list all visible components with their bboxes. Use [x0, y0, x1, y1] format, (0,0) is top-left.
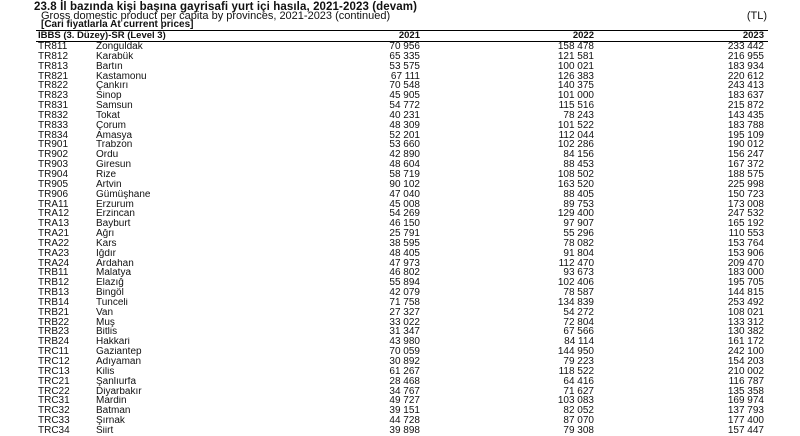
province-name-cell: Kastamonu [96, 71, 147, 82]
value-2022-cell: 93 673 [563, 267, 594, 279]
value-2023-cell: 116 787 [728, 375, 764, 387]
province-name-cell: Siirt [96, 425, 114, 436]
value-2023-cell: 143 435 [727, 109, 764, 121]
region-code-cell: TRA12 [38, 208, 70, 220]
value-2021-cell: 42 890 [389, 149, 420, 161]
value-2022-cell: 140 375 [557, 80, 594, 92]
value-2021-cell: 52 201 [389, 129, 420, 141]
province-name-cell: Zonguldak [96, 42, 143, 52]
region-code-cell: TR905 [38, 178, 69, 190]
value-2022-cell: 54 272 [563, 306, 594, 318]
region-code-cell: TRB11 [38, 267, 69, 279]
value-2021-cell: 38 595 [389, 237, 420, 249]
value-2022-cell: 84 114 [564, 336, 594, 348]
value-2023-cell: 133 312 [727, 316, 764, 328]
value-2021-cell: 53 575 [389, 60, 420, 72]
value-2023-cell: 130 382 [727, 326, 764, 338]
province-name-cell: Çorum [96, 120, 127, 131]
province-name-cell: Giresun [96, 160, 132, 170]
region-code-cell: TRC33 [38, 415, 70, 427]
value-2021-cell: 30 892 [389, 356, 420, 367]
region-code-cell: TRB21 [38, 306, 70, 318]
region-code-cell: TRC31 [38, 395, 70, 407]
page-title: 23.8 İl bazında kişi başına gayrisafi yurt içi hasıla, 2021-2023 (devam) [34, 1, 418, 13]
value-2021-cell: 47 973 [389, 257, 420, 269]
value-2022-cell: 100 021 [557, 60, 594, 72]
province-name-cell: Gaziantep [96, 347, 142, 357]
region-code-cell: TR834 [38, 129, 69, 141]
region-code-cell: TR904 [38, 168, 69, 180]
value-2021-cell: 48 309 [389, 119, 420, 131]
value-2022-cell: 118 522 [558, 365, 594, 377]
value-2021-cell: 54 269 [389, 208, 420, 220]
prices-note: [Cari fiyatlarla At current prices] [41, 19, 194, 30]
province-name-cell: Muş [96, 317, 115, 328]
province-name-cell: Bingöl [96, 288, 124, 298]
column-header-2023: 2023 [742, 30, 764, 41]
value-2023-cell: 220 612 [727, 70, 764, 82]
value-2021-cell: 25 791 [389, 228, 420, 240]
province-name-cell: Tunceli [96, 297, 128, 308]
value-2022-cell: 71 627 [563, 385, 594, 397]
region-code-cell: TR821 [38, 70, 69, 82]
region-code-cell: TR832 [38, 109, 69, 121]
value-2023-cell: 110 553 [728, 228, 764, 240]
value-2022-cell: 84 156 [563, 149, 594, 161]
value-2022-cell: 88 405 [563, 188, 594, 200]
province-name-cell: Karabük [96, 51, 134, 62]
value-2021-cell: 45 008 [389, 198, 420, 210]
value-2023-cell: 216 955 [727, 50, 764, 62]
value-2021-cell: 40 231 [389, 109, 420, 121]
region-code-cell: TR813 [38, 60, 69, 72]
value-2021-cell: 55 894 [389, 277, 420, 289]
region-code-cell: TRA24 [38, 257, 70, 269]
province-name-cell: Batman [96, 406, 131, 417]
value-2023-cell: 157 447 [727, 424, 764, 436]
value-2022-cell: 112 470 [558, 257, 594, 269]
region-code-cell: TR833 [38, 119, 69, 131]
value-2021-cell: 48 604 [389, 159, 420, 171]
value-2021-cell: 33 022 [389, 316, 420, 328]
province-name-cell: Artvin [96, 179, 122, 190]
value-2023-cell: 108 021 [727, 306, 764, 318]
value-2023-cell: 225 998 [727, 178, 764, 190]
value-2023-cell: 144 815 [727, 287, 764, 299]
value-2021-cell: 49 727 [389, 395, 420, 407]
value-2021-cell: 39 898 [389, 424, 420, 436]
region-code-cell: TRA13 [38, 218, 70, 230]
province-name-cell: Gümüşhane [96, 189, 151, 200]
value-2022-cell: 101 522 [557, 119, 594, 131]
value-2021-cell: 47 040 [389, 188, 420, 200]
province-name-cell: Trabzon [96, 140, 133, 151]
value-2021-cell: 48 405 [389, 247, 420, 259]
region-code-cell: TR902 [38, 149, 69, 161]
value-2021-cell: 65 335 [389, 50, 420, 62]
value-2022-cell: 87 070 [563, 415, 594, 427]
value-2022-cell: 78 082 [563, 237, 594, 249]
province-name-cell: Bitlis [96, 327, 118, 338]
value-2023-cell: 135 358 [727, 385, 764, 397]
region-code-cell: TRB14 [38, 296, 70, 308]
region-code-cell: TRB22 [38, 316, 70, 328]
region-code-cell: TRA23 [38, 247, 70, 259]
region-code-cell: TRC12 [38, 356, 70, 367]
value-2023-cell: 195 705 [727, 277, 764, 289]
province-name-cell: Amasya [96, 130, 133, 141]
value-2023-cell: 253 492 [727, 296, 764, 308]
value-2023-cell: 169 974 [727, 395, 764, 407]
region-code-cell: TRC34 [38, 424, 70, 436]
value-2022-cell: 134 839 [557, 296, 594, 308]
province-name-cell: Bayburt [96, 219, 131, 230]
province-name-cell: Şırnak [96, 416, 125, 426]
province-name-cell: Ağrı [96, 229, 115, 239]
province-name-cell: Elazığ [96, 278, 124, 289]
value-2022-cell: 79 223 [563, 356, 594, 367]
value-2022-cell: 112 044 [558, 129, 594, 141]
value-2022-cell: 163 520 [557, 178, 594, 190]
value-2022-cell: 108 502 [557, 168, 594, 180]
region-code-cell: TRB24 [38, 336, 70, 348]
value-2022-cell: 97 907 [563, 218, 594, 230]
province-name-cell: Şanlıurfa [96, 376, 137, 387]
value-2021-cell: 71 758 [389, 296, 420, 308]
value-2023-cell: 247 532 [727, 208, 764, 220]
value-2021-cell: 67 111 [390, 70, 420, 82]
value-2021-cell: 46 802 [389, 267, 420, 279]
table-row [36, 426, 768, 436]
unit-label: (TL) [746, 10, 767, 22]
region-code-cell: TRA22 [38, 237, 70, 249]
value-2023-cell: 183 788 [727, 119, 764, 131]
value-2022-cell: 82 052 [563, 405, 594, 417]
column-header-2021: 2021 [398, 30, 420, 41]
region-code-cell: TRC11 [38, 346, 69, 358]
gdp-table [36, 30, 768, 436]
value-2023-cell: 242 100 [727, 346, 764, 358]
province-name-cell: Malatya [96, 268, 132, 279]
value-2022-cell: 78 587 [563, 287, 594, 299]
value-2021-cell: 31 347 [389, 326, 420, 338]
value-2023-cell: 153 906 [727, 247, 764, 259]
value-2022-cell: 79 308 [563, 424, 594, 436]
value-2021-cell: 46 150 [389, 218, 420, 230]
value-2022-cell: 121 581 [557, 50, 594, 62]
value-2023-cell: 233 442 [727, 41, 764, 52]
province-name-cell: Erzurum [96, 199, 134, 210]
value-2023-cell: 161 172 [727, 336, 764, 348]
region-code-cell: TR811 [38, 41, 68, 52]
value-2021-cell: 53 660 [389, 139, 420, 151]
value-2021-cell: 70 059 [389, 346, 420, 358]
value-2021-cell: 54 772 [389, 100, 420, 112]
province-name-cell: Iğdır [96, 248, 117, 259]
value-2023-cell: 210 002 [727, 365, 764, 377]
province-name-cell: Çankırı [96, 81, 129, 92]
region-code-cell: TRA11 [38, 198, 69, 210]
value-2023-cell: 183 934 [727, 60, 764, 72]
province-name-cell: Adıyaman [96, 357, 142, 367]
value-2022-cell: 126 383 [557, 70, 594, 82]
value-2023-cell: 215 872 [727, 100, 764, 112]
value-2022-cell: 102 286 [557, 139, 594, 151]
region-code-cell: TRA21 [38, 228, 70, 240]
table-row [36, 416, 768, 426]
value-2021-cell: 61 267 [389, 365, 420, 377]
value-2022-cell: 67 566 [563, 326, 594, 338]
value-2021-cell: 70 956 [389, 41, 420, 52]
region-code-cell: TRC22 [38, 385, 70, 397]
province-name-cell: Mardin [96, 396, 127, 407]
value-2021-cell: 28 468 [389, 375, 420, 387]
value-2021-cell: 42 079 [389, 287, 420, 299]
value-2023-cell: 177 400 [727, 415, 764, 427]
province-name-cell: Bartın [96, 61, 123, 72]
region-code-cell: TRC13 [38, 365, 70, 377]
province-name-cell: Kilis [96, 366, 115, 377]
value-2022-cell: 88 453 [563, 159, 594, 171]
province-name-cell: Kars [96, 238, 117, 249]
value-2023-cell: 156 247 [727, 149, 764, 161]
value-2021-cell: 39 151 [389, 405, 420, 417]
province-name-cell: Sinop [96, 91, 122, 102]
value-2023-cell: 137 793 [727, 405, 764, 417]
region-code-cell: TRC32 [38, 405, 70, 417]
province-name-cell: Ordu [96, 150, 119, 161]
table-body [36, 42, 768, 436]
value-2023-cell: 243 413 [727, 80, 764, 92]
value-2022-cell: 103 083 [557, 395, 594, 407]
value-2022-cell: 129 400 [557, 208, 594, 220]
value-2021-cell: 58 719 [389, 168, 420, 180]
value-2023-cell: 183 637 [727, 90, 764, 102]
province-name-cell: Erzincan [96, 209, 135, 220]
province-name-cell: Hakkari [96, 337, 130, 348]
value-2022-cell: 102 406 [557, 277, 594, 289]
value-2021-cell: 44 728 [389, 415, 420, 427]
region-code-cell: TR822 [38, 80, 69, 92]
value-2023-cell: 183 000 [727, 267, 764, 279]
value-2023-cell: 209 470 [727, 257, 764, 269]
value-2021-cell: 27 327 [389, 306, 420, 318]
subtitle-text: Gross domestic product per capita by provinces, 2021-2023 (continued) [41, 10, 391, 22]
region-code-cell: TR831 [38, 100, 69, 112]
value-2022-cell: 158 478 [557, 41, 594, 52]
region-code-cell: TR906 [38, 188, 69, 200]
region-code-cell: TR903 [38, 159, 69, 171]
table-row [36, 406, 768, 416]
value-2023-cell: 188 575 [727, 168, 764, 180]
value-2023-cell: 167 372 [727, 159, 764, 171]
value-2022-cell: 78 243 [563, 109, 594, 121]
region-code-cell: TRB23 [38, 326, 70, 338]
region-code-cell: TRB12 [38, 277, 70, 289]
value-2023-cell: 190 012 [727, 139, 764, 151]
province-name-cell: Diyarbakır [96, 386, 142, 397]
value-2023-cell: 154 203 [727, 356, 764, 367]
value-2022-cell: 55 296 [563, 228, 594, 240]
value-2022-cell: 89 753 [563, 198, 594, 210]
province-name-cell: Tokat [96, 110, 120, 121]
region-code-cell: TR901 [38, 139, 69, 151]
province-name-cell: Ardahan [96, 258, 134, 269]
region-code-cell: TR823 [38, 90, 69, 102]
value-2023-cell: 150 723 [727, 188, 764, 200]
value-2022-cell: 144 950 [557, 346, 594, 358]
value-2021-cell: 70 548 [389, 80, 420, 92]
value-2022-cell: 91 804 [563, 247, 594, 259]
province-name-cell: Rize [96, 169, 117, 180]
value-2022-cell: 115 516 [558, 100, 594, 112]
value-2021-cell: 45 905 [389, 90, 420, 102]
value-2023-cell: 173 008 [727, 198, 764, 210]
value-2023-cell: 153 764 [727, 237, 764, 249]
column-header-2022: 2022 [572, 30, 594, 41]
value-2021-cell: 90 102 [389, 178, 420, 190]
column-header-region: İBBS (3. Düzey)-SR (Level 3) [38, 30, 166, 41]
region-code-cell: TR812 [38, 50, 69, 62]
value-2023-cell: 165 192 [727, 218, 764, 230]
value-2021-cell: 34 767 [389, 385, 420, 397]
value-2021-cell: 43 980 [389, 336, 420, 348]
value-2022-cell: 72 804 [563, 316, 594, 328]
value-2023-cell: 195 109 [727, 129, 764, 141]
province-name-cell: Samsun [96, 101, 133, 111]
region-code-cell: TRB13 [38, 287, 70, 299]
region-code-cell: TRC21 [38, 375, 70, 387]
value-2022-cell: 101 000 [557, 90, 594, 102]
province-name-cell: Van [96, 307, 114, 318]
table-row [36, 396, 768, 406]
value-2022-cell: 64 416 [563, 375, 594, 387]
